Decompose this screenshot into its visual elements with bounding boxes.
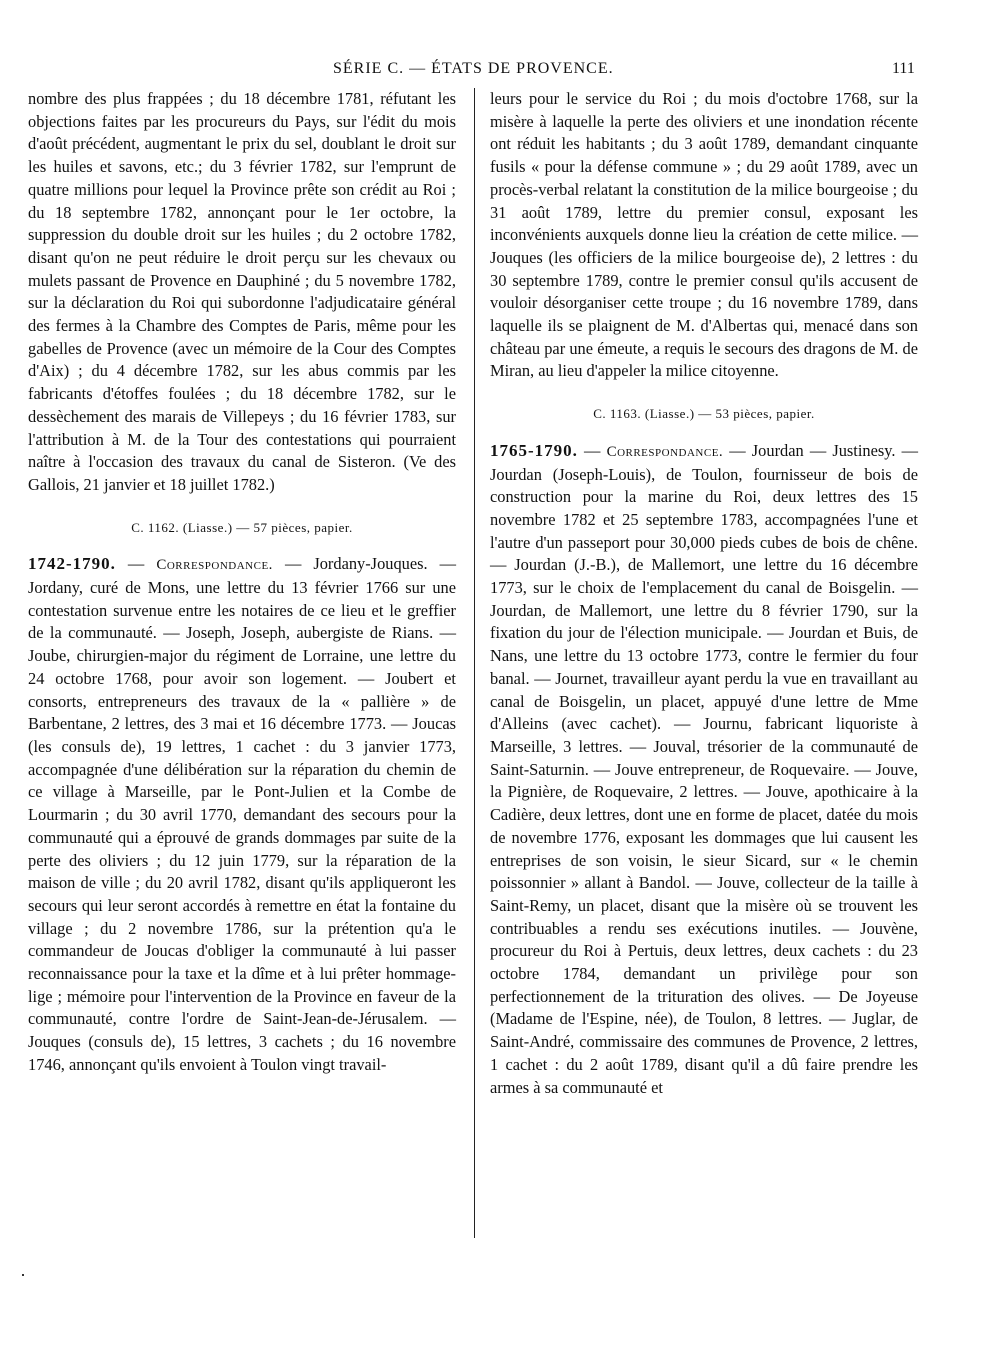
entry-date: 1742-1790.	[28, 554, 116, 574]
entry-date: 1765-1790.	[490, 440, 578, 460]
column-divider	[474, 88, 475, 1238]
stray-mark	[22, 1274, 24, 1276]
left-column	[28, 88, 456, 1077]
entry-dash: —	[577, 440, 607, 460]
entry-type: Correspondance.	[156, 557, 273, 574]
archive-reference: C. 1162. (Liasse.) — 57 pièces, papier.	[131, 519, 353, 535]
continuation-paragraph: leurs pour le service du Roi ; du mois d'octobre 1768, sur la misère à laquelle la perte des oliviers et une inondation récente ont réduit les habitants ; du 3 août 1789, demandant cinquante fusils « pour la défense commune » ; du 29 août 1789, avec un procès-verbal relatant la constitution de la milice bourgeoise ; du 31 août 1789, lettre du premier consul, exposant les inconvénients auxquels donne lieu la création de cette milice. — Jouques (les officiers de la milice bourgeoise de), 2 lettres : du 30 septembre 1789, contre le premier consul qu'ils accusent de vouloir désorganiser cette troupe ; du 16 novembre 1789, dans laquelle ils se plaignent de M. d'Albertas qui, menacé dans son château par une émeute, a requis le secours des dragons de M. de Miran, au lieu d'appeler la milice citoyenne.	[490, 89, 918, 381]
page-number: 111	[892, 60, 915, 77]
entry-paragraph	[28, 553, 456, 1076]
entry-paragraph	[490, 440, 918, 1099]
entry-text: — Jordany-Jouques. — Jordany, curé de Mons, une lettre du 13 février 1766 sur une contestation survenue entre les notaires de ce lieu et le greffier de la communauté. — Joseph, Joseph, aubergiste de Rians. — Joube, chirurgien-major du régiment de Lorraine, une lettre du 24 octobre 1768, pour avoir son logement. — Joubert et consorts, entrepreneurs des travaux de la « pallière » de Barbentane, 2 lettres, des 3 mai et 16 décembre 1773. — Joucas (les consuls de), 19 lettres, 1 cachet : du 3 janvier 1773, accompagnée d'une délibération sur la réparation du chemin de ce village à Marseille, par le Pont-Julien et la Combe de Lourmarin ; du 30 avril 1770, demandant des secours pour la communauté qui a éprouvé de grands dommages par suite de la perte des oliviers ; du 12 juin 1779, sur la réparation de la maison de ville ; du 20 avril 1782, disant qu'ils appliqueront les secours qui leur seront accordés à remettre en état la fontaine du village ; du 2 novembre 1786, sur la prétention qu'a le commandeur de Joucas d'obliger la communauté à lui passer reconnaissance pour la taxe et la dîme et à lui prêter hommage-lige ; mémoire pour l'intervention de la Province en faveur de la communauté, contre l'ordre de Saint-Jean-de-Jérusalem. — Jouques (consuls de), 15 lettres, 3 cachets ; du 16 novembre 1746, annonçant qu'ils envoient à Toulon vingt travail-	[28, 554, 456, 1074]
entry-type: Correspondance.	[606, 443, 724, 460]
page-header	[0, 60, 1000, 82]
entry-dash: —	[115, 554, 157, 574]
right-column	[490, 88, 918, 1099]
continuation-paragraph: nombre des plus frappées ; du 18 décembre 1781, réfutant les objections faites par les procureurs du Pays, sur l'édit du mois d'août précédent, augmentant le prix du sel, doublant le droit sur les huiles et savons, etc.; du 3 février 1782, sur l'emprunt de quatre millions pour lequel la Province prête son crédit au Roi ; du 18 septembre 1782, annonçant pour le 1er octobre, la suppression du double droit sur les huiles ; du 2 octobre 1782, disant qu'on ne peut réduire le droit perçu sur les chevaux ou mulets passant de Provence en Dauphiné ; du 5 novembre 1782, sur la déclaration du Roi qui subordonne l'adjudicataire général des fermes à la Chambre des Comptes de Paris, même pour les gabelles de Provence (avec un mémoire de la Cour des Comptes d'Aix) ; du 4 décembre 1782, sur les abus commis par les fabricants d'étoffes foulées ; du 18 décembre 1782, sur le dessèchement des marais de Villepeys ; du 16 février 1783, sur l'attribution à M. de la Tour des contestations qui pourraient naître à l'occasion des travaux du canal de Sisteron. (Ve des Gallois, 21 janvier et 18 juillet 1782.)	[28, 89, 456, 494]
running-title: SÉRIE C. — ÉTATS DE PROVENCE.	[333, 60, 614, 77]
archive-reference: C. 1163. (Liasse.) — 53 pièces, papier.	[593, 406, 815, 422]
entry-text: — Jourdan — Justinesy. — Jourdan (Joseph-Louis), de Toulon, fournisseur de bois de construction pour la marine du Roi, deux lettres des 15 novembre 1782 et 25 septembre 1783, accompagnées l'une et l'autre d'un passeport pour 30,000 pieds cubes de bois de chêne. — Jourdan (J.-B.), de Mallemort, une lettre du 16 décembre 1773, sur le choix de l'emplacement du canal de Boisgelin. — Jourdan, de Mallemort, une lettre du 8 février 1790, sur la fixation du jour de l'élection municipale. — Jourdan et Buis, de Nans, une lettre du 13 octobre 1773, contre le fermier du four banal. — Journet, travailleur ayant perdu la vue en travaillant au canal de Boisgelin, un placet, appuyé d'une lettre de Mme d'Alleins (avec cachet). — Journu, fabricant liquoriste à Marseille, 3 lettres. — Jouval, trésorier de la communauté de Saint-Saturnin. — Jouve entrepreneur, de Roquevaire. — Jouve, la Pignière, de Roquevaire, 2 lettres. — Jouve, apothicaire à la Cadière, deux lettres, dont une en forme de placet, datée du mois de novembre 1776, exposant les dommages que lui causent les entreprises de son voisin, le sieur Sicard, sur « le chemin poissonnier » allant à Bandol. — Jouve, collecteur de la taille à Saint-Remy, un placet, disant que la misère où se trouvent les contribuables a rendu ses exécutions inutiles. — Jouvène, procureur du Roi à Pertuis, deux lettres, deux cachets : du 23 octobre 1784, demandant un privilège pour son perfectionnement de la trituration des olives. — De Joyeuse (Madame de l'Espine, née), de Toulon, 8 lettres. — Juglar, de Saint-André, commissaire des communes de Provence, 2 lettres, 1 cachet : du 2 août 1789, disant qu'il a dû faire prendre les armes à sa communauté et	[490, 440, 918, 1097]
